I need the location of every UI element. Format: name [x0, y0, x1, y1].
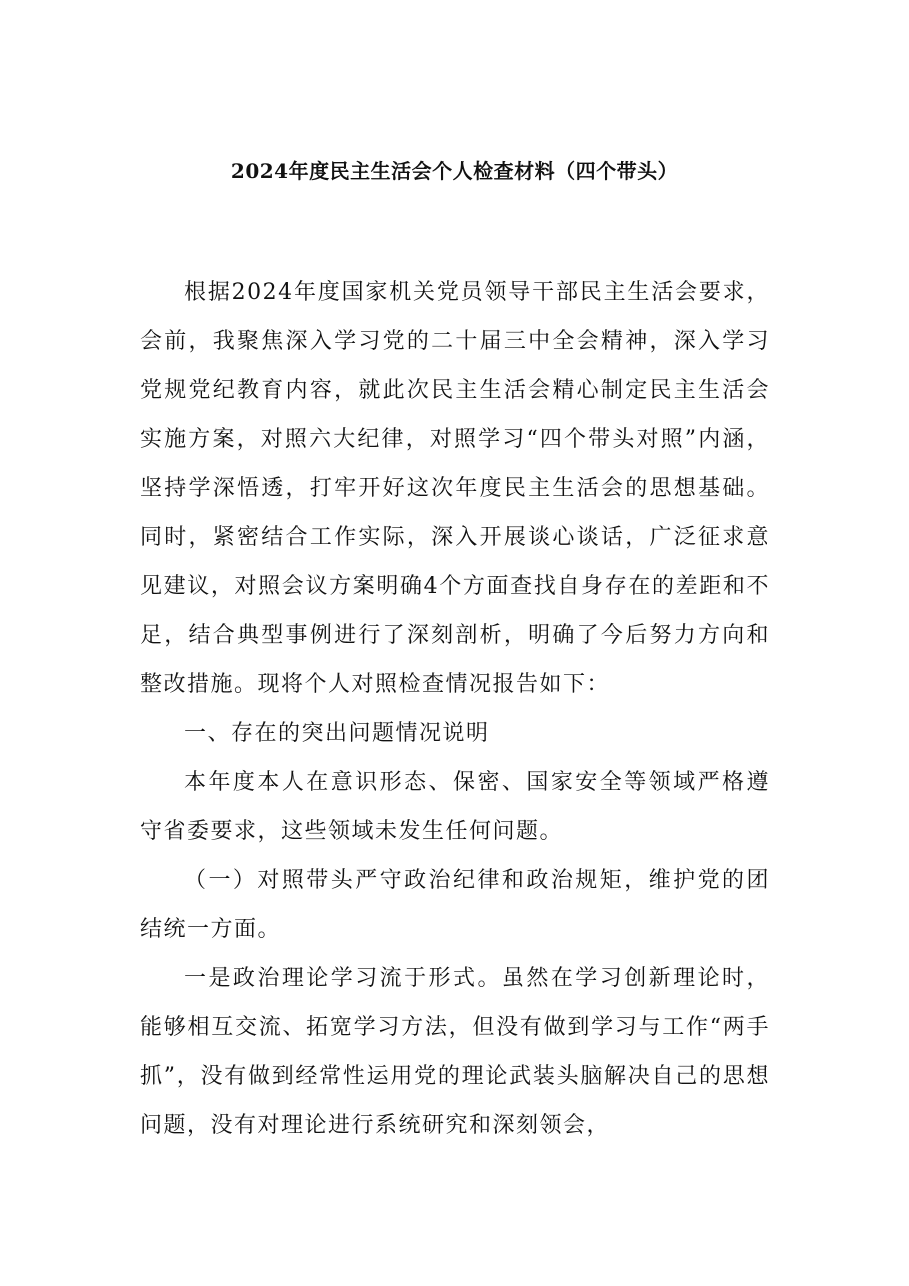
section-heading: 一、存在的突出问题情况说明 — [184, 721, 490, 746]
document-body — [140, 268, 770, 1150]
document-title: 2024年度民主生活会个人检查材料（四个带头） — [230, 159, 679, 183]
body-paragraph: 本年度本人在意识形态、保密、国家安全等领域严格遵守省委要求，这些领域未发生任何问题。 — [140, 770, 770, 844]
body-paragraph: 一是政治理论学习流于形式。虽然在学习创新理论时，能够相互交流、拓宽学习方法，但没有做到学习与工作“两手抓”，没有做到经常性运用党的理论武装头脑解决自己的思想问题，没有对理论进行系统研究和深刻领会， — [140, 966, 770, 1138]
subsection-heading: （一）对照带头严守政治纪律和政治规矩，维护党的团结统一方面。 — [140, 868, 770, 942]
intro-paragraph: 根据2024年度国家机关党员领导干部民主生活会要求，会前，我聚焦深入学习党的二十届三中全会精神，深入学习党规党纪教育内容，就此次民主生活会精心制定民主生活会实施方案，对照六大纪律，对照学习“四个带头对照”内涵，坚持学深悟透，打牢开好这次年度民主生活会的思想基础。同时，紧密结合工作实际，深入开展谈心谈话，广泛征求意见建议，对照会议方案明确4个方面查找自身存在的差距和不足，结合典型事例进行了深刻剖析，明确了今后努力方向和整改措施。现将个人对照检查情况报告如下： — [140, 280, 770, 697]
